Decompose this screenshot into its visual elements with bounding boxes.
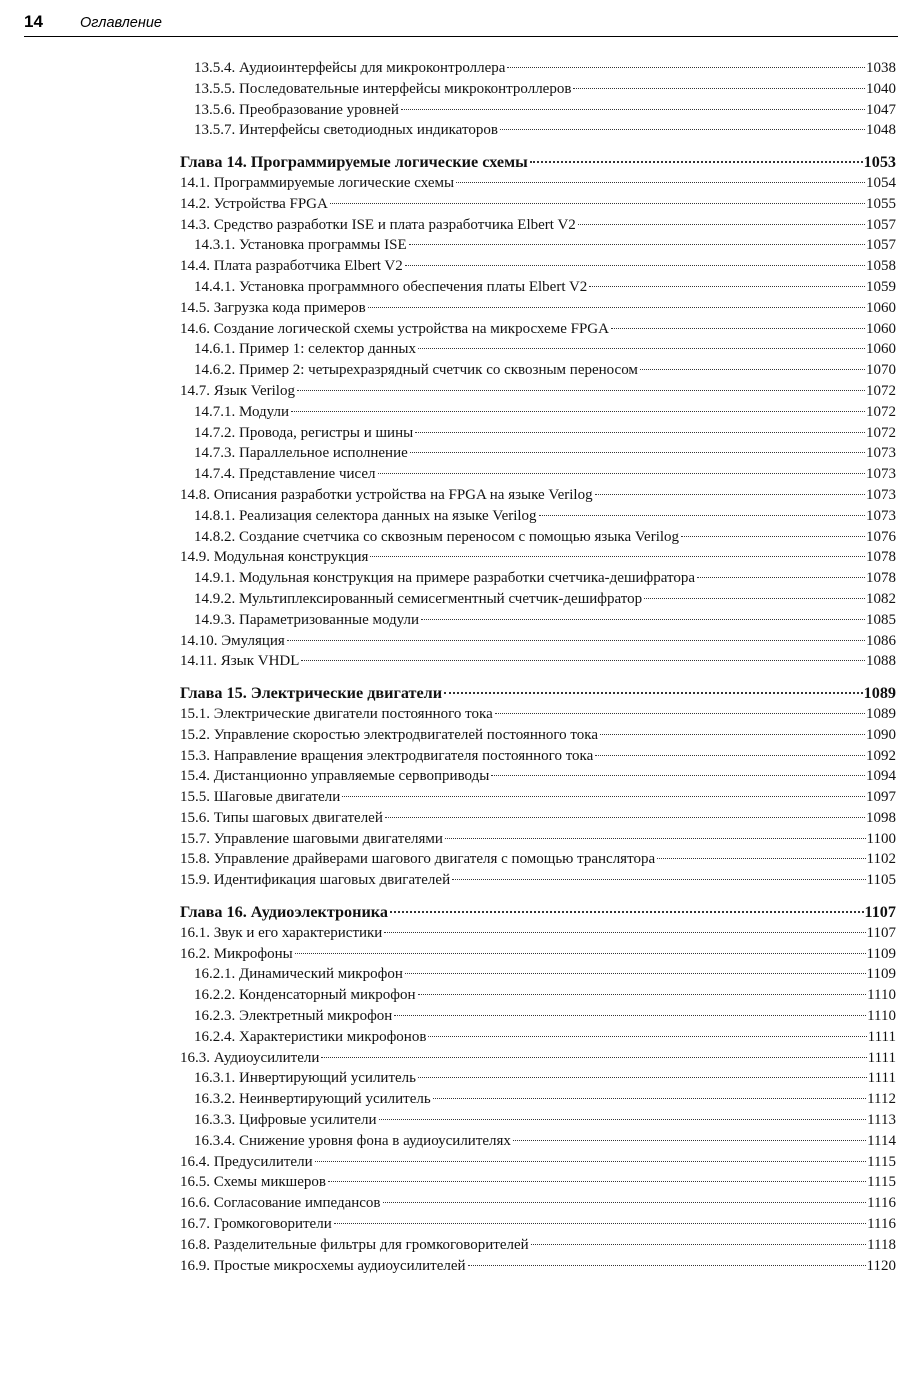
toc-entry-title: 16.2.2. Конденсаторный микрофон: [194, 987, 416, 1004]
running-title: Оглавление: [80, 15, 162, 31]
toc-entry: [180, 506, 896, 527]
dot-leader: [321, 1056, 866, 1058]
dot-leader: [507, 66, 865, 68]
toc-entry: [180, 423, 896, 444]
toc-entry-title: 13.5.4. Аудиоинтерфейсы для микроконтроллера: [194, 60, 506, 76]
toc-entry: [180, 1214, 896, 1235]
toc-entry-page: 1078: [866, 549, 896, 566]
dot-leader: [379, 1118, 867, 1120]
dot-leader: [410, 451, 865, 453]
toc-entry: [180, 985, 896, 1006]
toc-entry: [180, 1131, 896, 1152]
toc-entry-title: 14.7.2. Провода, регистры и шины: [194, 424, 414, 441]
toc-entry-page: 1060: [866, 299, 896, 316]
toc-entry-title: 14.9. Модульная конструкция: [180, 549, 369, 566]
page-header: [24, 8, 898, 37]
toc-entry-title: 14.2. Устройства FPGA: [180, 195, 328, 212]
toc-entry: [180, 944, 896, 965]
dot-leader: [657, 857, 865, 859]
toc-entry: [180, 1152, 896, 1173]
toc-entry-page: 1109: [866, 945, 896, 962]
toc-entry: [180, 829, 896, 850]
toc-entry: [180, 319, 896, 340]
toc-chapter-entry: [180, 902, 896, 923]
toc-entry: [180, 1089, 896, 1110]
dot-leader: [383, 1201, 867, 1203]
toc-entry-title: 16.3. Аудиоусилители: [180, 1049, 320, 1066]
toc-entry: [180, 589, 896, 610]
toc-entry-title: 14.3.1. Установка программы ISE: [194, 237, 407, 254]
toc-entry-page: 1088: [866, 653, 896, 670]
dot-leader: [287, 639, 865, 641]
dot-leader: [513, 1139, 866, 1141]
toc-group: [180, 902, 896, 1276]
toc-entry-title: 14.6.1. Пример 1: селектор данных: [194, 341, 416, 358]
dot-leader: [342, 795, 865, 797]
dot-leader: [495, 712, 865, 714]
toc-entry: [180, 704, 896, 725]
dot-leader: [390, 910, 864, 913]
dot-leader: [315, 1160, 867, 1162]
dot-leader: [368, 306, 865, 308]
toc-entry-title: 14.8. Описания разработки устройства на FPGA на языке Verilog: [180, 486, 593, 503]
dot-leader: [330, 202, 865, 204]
dot-leader: [611, 327, 865, 329]
dot-leader: [415, 431, 865, 433]
toc-entry-page: 1086: [866, 632, 896, 649]
toc-entry-page: 1072: [866, 382, 896, 399]
toc-chapter-entry: [180, 152, 896, 173]
toc-entry-title: Глава 15. Электрические двигатели: [180, 684, 443, 703]
toc-entry-title: 16.3.3. Цифровые усилители: [194, 1112, 377, 1129]
toc-entry-title: Глава 16. Аудиоэлектроника: [180, 903, 388, 922]
dot-leader: [468, 1264, 866, 1266]
toc-entry-page: 1054: [866, 174, 896, 191]
toc-entry: [180, 277, 896, 298]
toc-entry-title: 14.8.2. Создание счетчика со сквозным переносом с помощью языка Verilog: [194, 528, 680, 545]
toc-entry-title: 14.7. Язык Verilog: [180, 382, 295, 399]
dot-leader: [301, 659, 865, 661]
toc-entry: [180, 1235, 896, 1256]
toc-entry-title: 15.6. Типы шаговых двигателей: [180, 809, 383, 826]
dot-leader: [394, 1014, 866, 1016]
dot-leader: [530, 160, 863, 163]
dot-leader: [531, 1243, 866, 1245]
toc-entry-page: 1110: [867, 987, 896, 1004]
dot-leader: [573, 87, 865, 89]
toc-entry: [180, 1006, 896, 1027]
toc-entry: [180, 787, 896, 808]
toc-entry: [180, 1048, 896, 1069]
toc-entry-page: 1085: [866, 611, 896, 628]
toc-entry-title: 14.7.4. Представление чисел: [194, 466, 376, 483]
toc-entry-page: 1089: [866, 705, 896, 722]
dot-leader: [418, 347, 865, 349]
toc-entry: [180, 485, 896, 506]
dot-leader: [405, 972, 866, 974]
toc-entry-page: 1057: [866, 216, 896, 233]
toc-entry-title: 16.7. Громкоговорители: [180, 1216, 332, 1233]
toc-entry-page: 1114: [867, 1132, 896, 1149]
toc-entry-page: 1048: [866, 122, 896, 139]
dot-leader: [578, 223, 865, 225]
toc-entry-title: 14.11. Язык VHDL: [180, 653, 300, 670]
dot-leader: [539, 514, 865, 516]
toc-entry-title: 14.10. Эмуляция: [180, 632, 285, 649]
toc-entry-page: 1098: [866, 809, 896, 826]
toc-entry-page: 1058: [866, 258, 896, 275]
toc-entry-title: 14.4. Плата разработчика Elbert V2: [180, 258, 403, 275]
toc-entry: [180, 923, 896, 944]
toc-entry: [180, 256, 896, 277]
toc-entry-title: 15.7. Управление шаговыми двигателями: [180, 830, 443, 847]
toc-entry: [180, 79, 896, 100]
toc-entry-page: 1100: [866, 830, 896, 847]
dot-leader: [291, 410, 865, 412]
toc-entry-page: 1116: [867, 1216, 896, 1233]
toc-entry: [180, 808, 896, 829]
dot-leader: [370, 555, 865, 557]
dot-leader: [491, 774, 865, 776]
dot-leader: [456, 181, 865, 183]
toc-entry: [180, 964, 896, 985]
toc-entry: [180, 1172, 896, 1193]
toc-entry-title: 14.8.1. Реализация селектора данных на языке Verilog: [194, 507, 537, 524]
dot-leader: [452, 878, 865, 880]
toc-entry-page: 1073: [866, 486, 896, 503]
toc-entry: [180, 360, 896, 381]
toc-entry-title: 15.3. Направление вращения электродвигателя постоянного тока: [180, 747, 594, 764]
dot-leader: [428, 1035, 866, 1037]
table-of-contents: [180, 58, 896, 1276]
dot-leader: [421, 618, 865, 620]
toc-entry: [180, 547, 896, 568]
toc-entry-title: 16.2. Микрофоны: [180, 945, 293, 962]
toc-entry: [180, 1068, 896, 1089]
toc-entry-title: 14.1. Программируемые логические схемы: [180, 174, 455, 191]
toc-entry: [180, 339, 896, 360]
toc-entry-title: 16.9. Простые микросхемы аудиоусилителей: [180, 1257, 466, 1274]
toc-entry-title: 16.1. Звук и его характеристики: [180, 924, 383, 941]
toc-entry-page: 1073: [866, 445, 896, 462]
toc-entry-page: 1073: [866, 507, 896, 524]
toc-entry-page: 1107: [864, 903, 896, 922]
toc-entry-page: 1111: [867, 1049, 896, 1066]
toc-entry-page: 1094: [866, 768, 896, 785]
toc-group: [180, 683, 896, 891]
toc-entry-page: 1097: [866, 789, 896, 806]
toc-entry: [180, 173, 896, 194]
toc-entry-page: 1090: [866, 726, 896, 743]
toc-entry-page: 1092: [866, 747, 896, 764]
toc-group: [180, 58, 896, 141]
toc-entry: [180, 631, 896, 652]
dot-leader: [328, 1180, 866, 1182]
toc-entry-title: 14.5. Загрузка кода примеров: [180, 299, 366, 316]
toc-entry-title: 15.4. Дистанционно управляемые сервоприводы: [180, 768, 490, 785]
toc-entry-page: 1082: [866, 590, 896, 607]
toc-entry: [180, 298, 896, 319]
toc-entry-title: 13.5.6. Преобразование уровней: [194, 101, 399, 118]
dot-leader: [681, 535, 865, 537]
toc-entry: [180, 568, 896, 589]
toc-entry-title: 14.9.1. Модульная конструкция на примере разработки счетчика-дешифратора: [194, 570, 696, 587]
toc-entry-title: 15.2. Управление скоростью электродвигателей постоянного тока: [180, 726, 598, 743]
dot-leader: [600, 733, 865, 735]
toc-entry: [180, 870, 896, 891]
toc-chapter-entry: [180, 683, 896, 704]
toc-entry: [180, 120, 896, 141]
dot-leader: [297, 389, 865, 391]
dot-leader: [378, 472, 865, 474]
toc-entry-page: 1110: [867, 1008, 896, 1025]
toc-entry-page: 1059: [866, 278, 896, 295]
toc-entry-title: 15.1. Электрические двигатели постоянного тока: [180, 705, 493, 722]
toc-entry: [180, 1110, 896, 1131]
toc-entry-title: 14.9.3. Параметризованные модули: [194, 611, 420, 628]
toc-entry-page: 1109: [866, 966, 896, 983]
dot-leader: [405, 264, 865, 266]
toc-entry: [180, 766, 896, 787]
toc-entry-page: 1105: [866, 872, 896, 889]
toc-entry: [180, 464, 896, 485]
toc-entry: [180, 725, 896, 746]
dot-leader: [697, 576, 865, 578]
dot-leader: [401, 108, 865, 110]
dot-leader: [433, 1097, 866, 1099]
toc-entry-page: 1111: [867, 1070, 896, 1087]
dot-leader: [595, 493, 865, 495]
toc-entry: [180, 527, 896, 548]
toc-entry-page: 1072: [866, 424, 896, 441]
toc-entry-page: 1070: [866, 362, 896, 379]
dot-leader: [644, 597, 865, 599]
toc-entry-title: 16.2.3. Электретный микрофон: [194, 1008, 393, 1025]
toc-group: [180, 152, 896, 672]
toc-entry-page: 1107: [866, 924, 896, 941]
toc-entry: [180, 194, 896, 215]
toc-entry-page: 1116: [867, 1195, 896, 1212]
toc-entry-title: 16.5. Схемы микшеров: [180, 1174, 326, 1191]
toc-entry: [180, 1027, 896, 1048]
toc-entry-title: 14.4.1. Установка программного обеспечения платы Elbert V2: [194, 278, 588, 295]
toc-entry: [180, 381, 896, 402]
toc-entry-title: 16.4. Предусилители: [180, 1153, 313, 1170]
toc-entry: [180, 651, 896, 672]
dot-leader: [589, 285, 865, 287]
toc-entry-title: 14.9.2. Мультиплексированный семисегментный счетчик-дешифратор: [194, 590, 643, 607]
toc-entry-title: 15.9. Идентификация шаговых двигателей: [180, 872, 451, 889]
toc-entry: [180, 1193, 896, 1214]
toc-entry: [180, 235, 896, 256]
toc-entry-title: 14.6.2. Пример 2: четырехразрядный счетчик со сквозным переносом: [194, 362, 638, 379]
toc-entry-page: 1073: [866, 466, 896, 483]
toc-entry-page: 1118: [867, 1236, 896, 1253]
toc-entry-page: 1057: [866, 237, 896, 254]
toc-entry-page: 1076: [866, 528, 896, 545]
toc-entry: [180, 402, 896, 423]
toc-entry-title: 16.3.4. Снижение уровня фона в аудиоусилителях: [194, 1132, 511, 1149]
dot-leader: [500, 128, 865, 130]
toc-entry-title: 14.7.1. Модули: [194, 403, 290, 420]
dot-leader: [595, 754, 865, 756]
toc-entry-page: 1047: [866, 101, 896, 118]
toc-entry-page: 1053: [863, 153, 896, 172]
toc-entry-page: 1120: [866, 1257, 896, 1274]
dot-leader: [418, 993, 867, 995]
toc-entry: [180, 100, 896, 121]
toc-entry-page: 1102: [866, 851, 896, 868]
toc-entry-title: 14.6. Создание логической схемы устройства на микросхеме FPGA: [180, 320, 609, 337]
toc-entry-page: 1115: [867, 1153, 896, 1170]
dot-leader: [334, 1222, 866, 1224]
toc-entry-page: 1115: [867, 1174, 896, 1191]
toc-entry-title: 14.7.3. Параллельное исполнение: [194, 445, 408, 462]
toc-entry-title: 13.5.7. Интерфейсы светодиодных индикаторов: [194, 122, 498, 139]
dot-leader: [445, 837, 866, 839]
toc-entry-title: 15.5. Шаговые двигатели: [180, 789, 341, 806]
toc-entry-title: 16.3.1. Инвертирующий усилитель: [194, 1070, 416, 1087]
toc-entry-page: 1060: [866, 341, 896, 358]
toc-entry-title: 15.8. Управление драйверами шагового двигателя с помощью транслятора: [180, 851, 656, 868]
page-number: 14: [24, 12, 43, 31]
dot-leader: [385, 816, 865, 818]
toc-entry-page: 1089: [863, 684, 896, 703]
toc-entry-title: Глава 14. Программируемые логические схемы: [180, 153, 528, 172]
dot-leader: [444, 691, 863, 694]
toc-entry: [180, 443, 896, 464]
toc-entry: [180, 1256, 896, 1277]
toc-entry-page: 1040: [866, 80, 896, 97]
toc-entry: [180, 215, 896, 236]
toc-entry-page: 1060: [866, 320, 896, 337]
dot-leader: [409, 243, 865, 245]
toc-entry-title: 16.2.1. Динамический микрофон: [194, 966, 403, 983]
toc-entry-title: 14.3. Средство разработки ISE и плата разработчика Elbert V2: [180, 216, 576, 233]
toc-entry-page: 1112: [867, 1091, 896, 1108]
toc-entry-page: 1113: [867, 1112, 896, 1129]
toc-entry-page: 1072: [866, 403, 896, 420]
toc-entry-title: 16.3.2. Неинвертирующий усилитель: [194, 1091, 431, 1108]
toc-entry-title: 13.5.5. Последовательные интерфейсы микроконтроллеров: [194, 80, 572, 97]
toc-entry-page: 1111: [867, 1028, 896, 1045]
toc-entry: [180, 746, 896, 767]
dot-leader: [418, 1076, 867, 1078]
toc-entry-title: 16.8. Разделительные фильтры для громкоговорителей: [180, 1236, 529, 1253]
toc-entry-title: 16.6. Согласование импедансов: [180, 1195, 381, 1212]
toc-entry-page: 1038: [866, 60, 896, 76]
dot-leader: [295, 952, 866, 954]
toc-entry: [180, 849, 896, 870]
toc-entry-page: 1078: [866, 570, 896, 587]
toc-entry: [180, 610, 896, 631]
toc-entry-page: 1055: [866, 195, 896, 212]
dot-leader: [640, 368, 865, 370]
dot-leader: [384, 931, 865, 933]
toc-entry: [180, 58, 896, 79]
toc-entry-title: 16.2.4. Характеристики микрофонов: [194, 1028, 427, 1045]
